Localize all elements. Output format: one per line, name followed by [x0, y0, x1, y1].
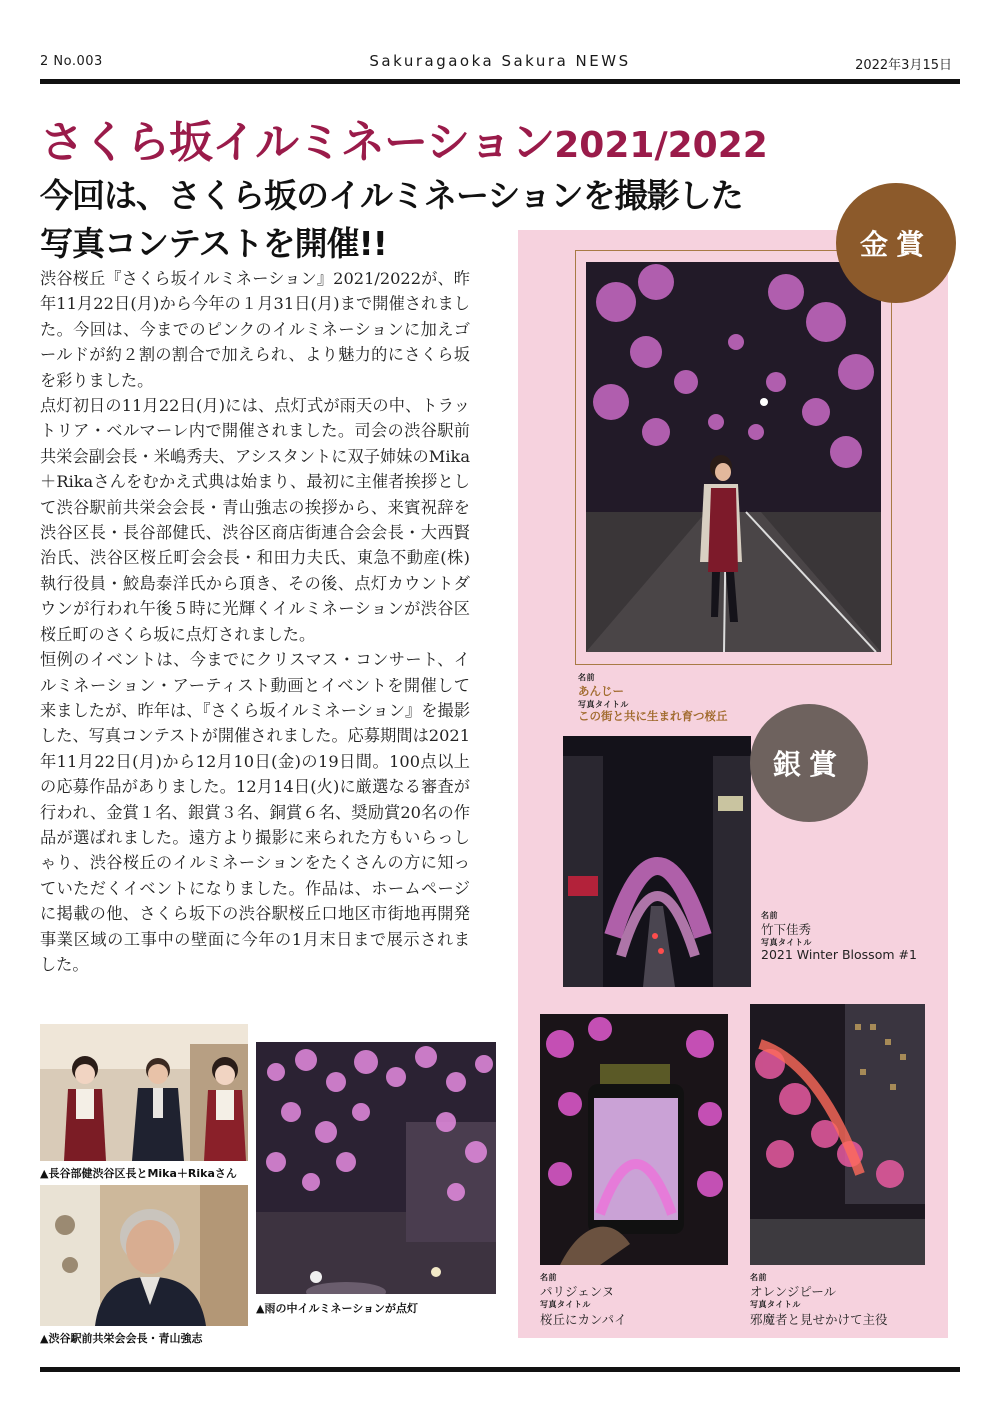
photo-silver-1 — [563, 736, 751, 987]
gold-award-badge: 金賞 — [836, 183, 956, 303]
header-rule — [40, 79, 960, 84]
silver-3-title: 邪魔者と見せかけて主役 — [750, 1312, 888, 1327]
gold-title-label: 写真タイトル — [578, 700, 629, 709]
photo-chairman — [40, 1185, 248, 1326]
photo-gold-winner — [586, 262, 881, 652]
silver-2-title: 桜丘にカンパイ — [540, 1312, 627, 1327]
article-body — [40, 266, 470, 977]
photo-caption-rain: ▲雨の中イルミネーションが点灯 — [256, 1302, 419, 1315]
publication-name: Sakuragaoka Sakura NEWS — [369, 52, 631, 70]
photo-caption-guests: ▲長谷部健渋谷区長とMika＋Rikaさん — [40, 1167, 237, 1180]
silver-1-name: 竹下佳秀 — [761, 922, 812, 937]
photo-silver-2 — [540, 1014, 728, 1265]
article-paragraph: 恒例のイベントは、今までにクリスマス・コンサート、イルミネーション・アーティスト動画とイベントを開催して来ましたが、昨年は、『さくら坂イルミネーション』を撮影した、写真コンテストが開催されました。応募期間は2021年11月22日(月)から12月10日(金)の19日間。100点以上の応募作品がありました。12月14日(火)に厳選なる審査が行われ、金賞１名、銀賞３名、銅賞６名、奨励賞20名の作品が選ばれました。遠方より撮影に来られた方もいらっしゃり、渋谷桜丘のイルミネーションをたくさんの方に知っていただくイベントになりました。作品は、ホームページに掲載の他、さくら坂下の渋谷駅桜丘口地区市街地再開発事業区域の工事中の壁面に今年の1月末日まで展示されました。 — [40, 650, 470, 974]
silver-1-title-label: 写真タイトル — [761, 938, 812, 947]
headline-text: さくら坂イルミネーション — [40, 117, 555, 168]
photo-caption-chairman: ▲渋谷駅前共栄会会長・青山強志 — [40, 1332, 203, 1345]
article-paragraph: 点灯初日の11月22日(月)には、点灯式が雨天の中、トラットリア・ベルマーレ内で開催されました。司会の渋谷駅前共栄会副会長・米嶋秀夫、アシスタントに双子姉妹のMika＋Rikaさんをむかえ式典は始まり、最初に主催者挨拶として渋谷駅前共栄会会長・青山強志の挨拶から、来賓祝辞を渋谷区長・長谷部健氏、渋谷区商店街連合会会長・大西賢治氏、渋谷区桜丘町会会長・和田力夫氏、東急不動産(株)執行役員・鮫島泰洋氏から頂き、その後、点灯カウントダウンが行われ午後５時に光輝くイルミネーションが渋谷区桜丘町のさくら坂に点灯されました。 — [40, 396, 470, 644]
headline — [40, 106, 768, 170]
silver-1-title: 2021 Winter Blossom #1 — [761, 947, 917, 962]
issue-date: 2022年3月15日 — [855, 58, 952, 73]
silver-3-name-label: 名前 — [750, 1273, 767, 1282]
gold-name-label: 名前 — [578, 673, 595, 682]
subtitle-line-1: 今回は、さくら坂のイルミネーションを撮影した — [40, 176, 743, 215]
gold-title: この街と共に生まれ育つ桜丘 — [578, 709, 728, 723]
silver-2-name: パリジェンヌ — [540, 1284, 615, 1299]
headline-year: 2021/2022 — [554, 125, 768, 166]
photo-rain-illumination — [256, 1042, 496, 1294]
silver-3-name: オレンジピール — [750, 1284, 837, 1299]
footer-rule — [40, 1367, 960, 1372]
page-issue: 2 No.003 — [40, 54, 103, 69]
silver-1-name-label: 名前 — [761, 911, 778, 920]
photo-guests — [40, 1024, 248, 1161]
gold-name: あんじー — [578, 684, 624, 698]
silver-award-badge: 銀賞 — [750, 704, 868, 822]
subtitle-line-2: 写真コンテストを開催!! — [40, 224, 387, 263]
photo-silver-3 — [750, 1004, 925, 1265]
silver-2-title-label: 写真タイトル — [540, 1300, 591, 1309]
silver-3-title-label: 写真タイトル — [750, 1300, 801, 1309]
article-paragraph: 渋谷桜丘『さくら坂イルミネーション』2021/2022が、昨年11月22日(月)から今年の１月31日(月)まで開催されました。今回は、今までのピンクのイルミネーションに加えゴールドが約２割の割合で加えられ、より魅力的にさくら坂を彩りました。 — [40, 269, 470, 390]
silver-2-name-label: 名前 — [540, 1273, 557, 1282]
